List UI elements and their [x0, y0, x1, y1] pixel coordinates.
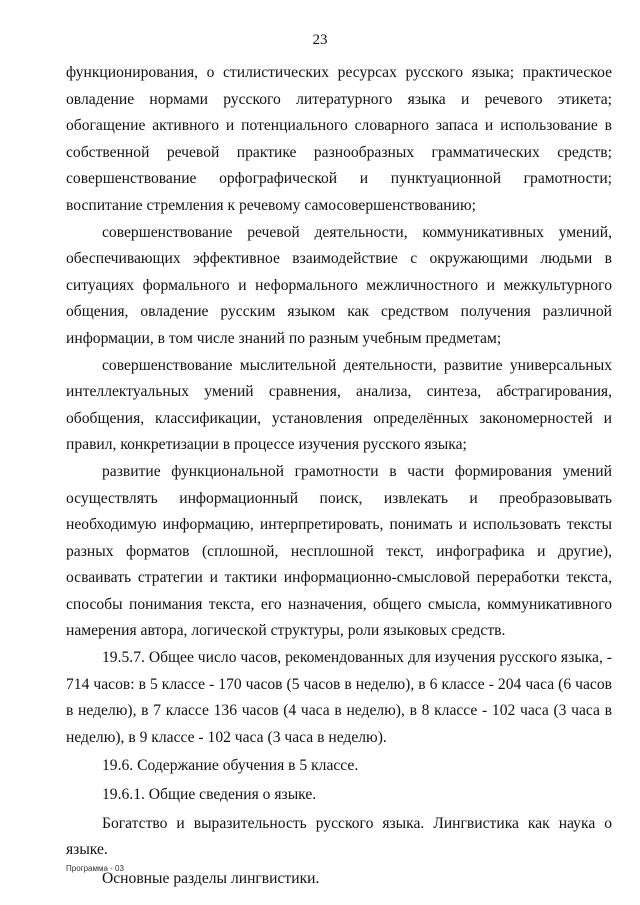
- document-body: [66, 60, 612, 892]
- footer-label: Программа - 03: [66, 864, 124, 873]
- paragraph-2: совершенствование речевой деятельности, коммуникативных умений, обеспечивающих эффективное взаимодействие с окружающими людьми в ситуациях формального и неформального межличностного и межкультурного общения, овладение русским языком как средством получения различной информации, в том числе знаний по разным учебным предметам;: [66, 223, 612, 347]
- paragraph-4: развитие функциональной грамотности в части формирования умений осуществлять информационный поиск, извлекать и преобразовывать необходимую информацию, интерпретировать, понимать и использовать тексты разных форматов (сплошной, несплошной текст, инфографика и другие), осваивать стратегии и тактики информационно-смысловой переработки текста, способы понимания текста, его назначения, общего смысла, коммуникативного намерения автора, логической структуры, роли языковых средств.: [66, 462, 612, 640]
- section-heading-19-6: 19.6. Содержание обучения в 5 классе.: [102, 757, 359, 775]
- page-number: 23: [312, 32, 328, 48]
- section-heading-19-6-1: 19.6.1. Общие сведения о языке.: [102, 786, 317, 804]
- paragraph-hours: 19.5.7. Общее число часов, рекомендованных для изучения русского языка, - 714 часов: в 5 классе - 170 часов (5 часов в неделю), в 6 классе - 204 часа (6 часов в неделю), в 7 классе 136 часов (4 часа в неделю), в 8 классе - 102 часа (3 часа в неделю), в 9 классе - 102 часа (3 часа в неделю).: [66, 649, 612, 746]
- paragraph-linguistics-sections: Основные разделы лингвистики.: [102, 869, 320, 887]
- paragraph-3: совершенствование мыслительной деятельности, развитие универсальных интеллектуальных умений сравнения, анализа, синтеза, абстрагирования, обобщения, классификации, установления определённых закономерностей и правил, конкретизации в процессе изучения русского языка;: [66, 356, 612, 454]
- paragraph-1: функционирования, о стилистических ресурсах русского языка; практическое овладение нормами русского литературного языка и речевого этикета; обогащение активного и потенциального словарного запаса и использование в собственной речевой практике разнообразных грамматических средств; совершенствование орфографической и пунктуационной грамотности; воспитание стремления к речевому самосовершенствованию;: [66, 64, 612, 214]
- paragraph-language-richness: Богатство и выразительность русского языка. Лингвистика как наука о языке.: [66, 814, 612, 859]
